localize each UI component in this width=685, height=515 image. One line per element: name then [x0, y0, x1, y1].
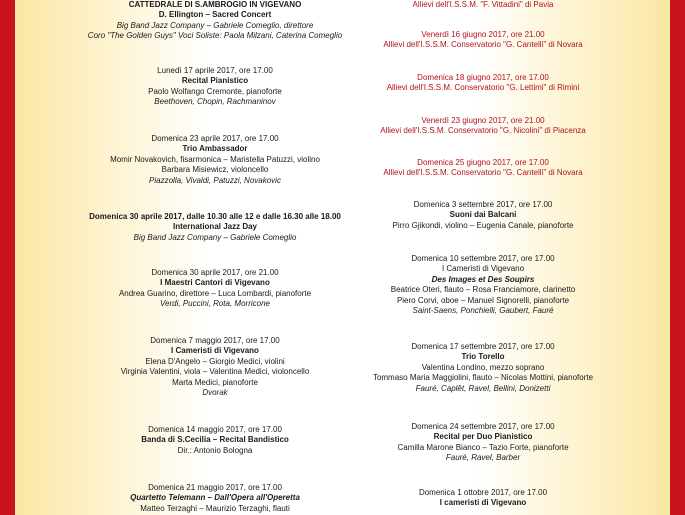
event-line: Domenica 7 maggio 2017, ore 17.00	[150, 336, 280, 345]
event-block	[62, 134, 368, 186]
event-line: Fauré, Caplêt, Ravel, Bellini, Donizetti	[415, 383, 551, 393]
event-line: Domenica 24 settembre 2017, ore 17.00	[411, 422, 555, 431]
event-block	[328, 200, 638, 231]
left-red-border	[0, 0, 15, 515]
event-block	[62, 336, 368, 398]
event-line: Beethoven, Chopin, Rachmaninov	[154, 97, 276, 107]
event-block	[62, 425, 368, 456]
event-line: Saint-Saens, Ponchielli, Gaubert, Fauré	[412, 306, 554, 316]
event-line: Venerdì 16 giugno 2017, ore 21.00	[421, 30, 545, 39]
event-line: I cameristi di Vigevano	[439, 498, 527, 508]
event-line: Momir Novakovich, fisarmonica – Maristella Patuzzi, violino	[110, 154, 320, 164]
event-line: Barbara Misiewicz, violoncello	[161, 165, 269, 175]
event-line: Domenica 14 maggio 2017, ore 17.00	[148, 425, 282, 434]
event-line: Recital Pianistico	[181, 76, 249, 86]
event-line: Coro "The Golden Guys" Voci Soliste: Paola Milzani, Caterina Comeglio	[87, 31, 343, 41]
event-line: Virginia Valentini, viola – Valentina Medici, violoncello	[120, 367, 310, 377]
event-line: Domenica 23 aprile 2017, ore 17.00	[151, 134, 279, 143]
event-block	[328, 0, 638, 10]
event-block	[328, 422, 638, 464]
event-block	[328, 488, 638, 509]
event-line: Quartetto Telemann – Dall'Opera all'Operetta	[130, 493, 300, 503]
event-line: Suoni dai Balcani	[449, 210, 517, 220]
event-line: Domenica 30 aprile 2017, ore 21.00	[151, 268, 279, 277]
event-block	[62, 0, 368, 42]
event-line: Domenica 17 settembre 2017, ore 17.00	[411, 342, 555, 351]
event-line: Fauré, Ravel, Barber	[445, 453, 521, 463]
event-line: Matteo Terzaghi – Maurizio Terzaghi, flauti	[140, 503, 290, 513]
event-line: D. Ellington – Sacred Concert	[158, 10, 272, 20]
event-line: I Maestri Cantori di Vigevano	[160, 278, 270, 288]
event-line: Big Band Jazz Company – Gabriele Comeglio	[133, 232, 297, 242]
event-line: Domenica 10 settembre 2017, ore 17.00	[411, 254, 555, 263]
event-block	[328, 30, 638, 51]
event-line: Venerdì 23 giugno 2017, ore 21.00	[421, 116, 545, 125]
event-line: Des Images et Des Soupirs	[431, 274, 535, 284]
event-block	[328, 116, 638, 137]
event-line: International Jazz Day	[172, 222, 258, 232]
event-line: Trio Torello	[461, 352, 505, 362]
event-line: CATTEDRALE DI S.AMBROGIO IN VIGEVANO	[128, 0, 302, 9]
event-line: Domenica 3 settembre 2017, ore 17.00	[413, 200, 553, 209]
event-line: Pirro Gjikondi, violino – Eugenia Canale, pianoforte	[392, 220, 574, 230]
event-line: Domenica 25 giugno 2017, ore 17.00	[417, 158, 549, 167]
event-line: Domenica 30 aprile 2017, dalle 10.30 alle 12 e dalle 16.30 alle 18.00	[89, 212, 341, 221]
event-block	[62, 483, 368, 514]
event-line: Piero Corvi, oboe – Manuel Signorelli, pianoforte	[396, 295, 570, 305]
event-line: Allievi dell'I.S.S.M. Conservatorio "G. Lettimi" di Rimini	[386, 83, 580, 93]
event-block	[328, 254, 638, 316]
event-line: Dvorak	[202, 388, 228, 398]
event-block	[62, 268, 368, 310]
event-line: Allievi dell'I.S.S.M. "F. Vittadini" di Pavia	[412, 0, 554, 9]
event-block	[328, 73, 638, 94]
event-line: Elena D'Angelo – Giorgio Medici, violini	[145, 356, 285, 366]
event-line: Domenica 18 giugno 2017, ore 17.00	[417, 73, 549, 82]
event-line: Domenica 21 maggio 2017, ore 17.00	[148, 483, 282, 492]
right-red-border	[670, 0, 685, 515]
event-line: Lunedì 17 aprile 2017, ore 17.00	[157, 66, 273, 75]
event-line: Verdi, Puccini, Rota, Morricone	[160, 299, 270, 309]
event-line: Marta Medici, pianoforte	[172, 377, 258, 387]
event-line: Allievi dell'I.S.S.M. Conservatorio "G. Cantelli" di Novara	[383, 168, 583, 178]
event-line: Allievi dell'I.S.S.M. Conservatorio "G. Nicolini" di Piacenza	[380, 126, 586, 136]
event-line: I Cameristi di Vigevano	[171, 346, 259, 356]
event-line: Valentina Londino, mezzo soprano	[421, 362, 545, 372]
event-line: Piazzolla, Vivaldi, Patuzzi, Novakovic	[149, 175, 281, 185]
event-block	[328, 158, 638, 179]
event-line: I Cameristi di Vigevano	[441, 264, 525, 274]
event-line: Allievi dell'I.S.S.M. Conservatorio "G. Cantelli" di Novara	[383, 40, 583, 50]
event-block	[328, 342, 638, 394]
event-line: Dir.: Antonio Bologna	[177, 445, 253, 455]
event-line: Tommaso Maria Maggiolini, flauto – Nicolas Mottini, pianoforte	[372, 373, 594, 383]
event-line: Recital per Duo Pianistico	[433, 432, 533, 442]
event-line: Domenica 1 ottobre 2017, ore 17.00	[418, 488, 548, 497]
event-line: Camilla Marone Bianco – Tazio Forte, pianoforte	[397, 442, 569, 452]
event-line: Banda di S.Cecilia – Recital Bandistico	[141, 435, 289, 445]
event-line: Big Band Jazz Company – Gabriele Comeglio, direttore	[116, 20, 314, 30]
event-line: Trio Ambassador	[182, 144, 248, 154]
event-block	[62, 212, 368, 243]
event-line: Beatrice Oteri, flauto – Rosa Franciamore, clarinetto	[390, 285, 576, 295]
event-line: Paolo Wolfango Cremonte, pianoforte	[148, 86, 282, 96]
event-line: Andrea Guarino, direttore – Luca Lombardi, pianoforte	[118, 288, 312, 298]
event-block	[62, 66, 368, 108]
